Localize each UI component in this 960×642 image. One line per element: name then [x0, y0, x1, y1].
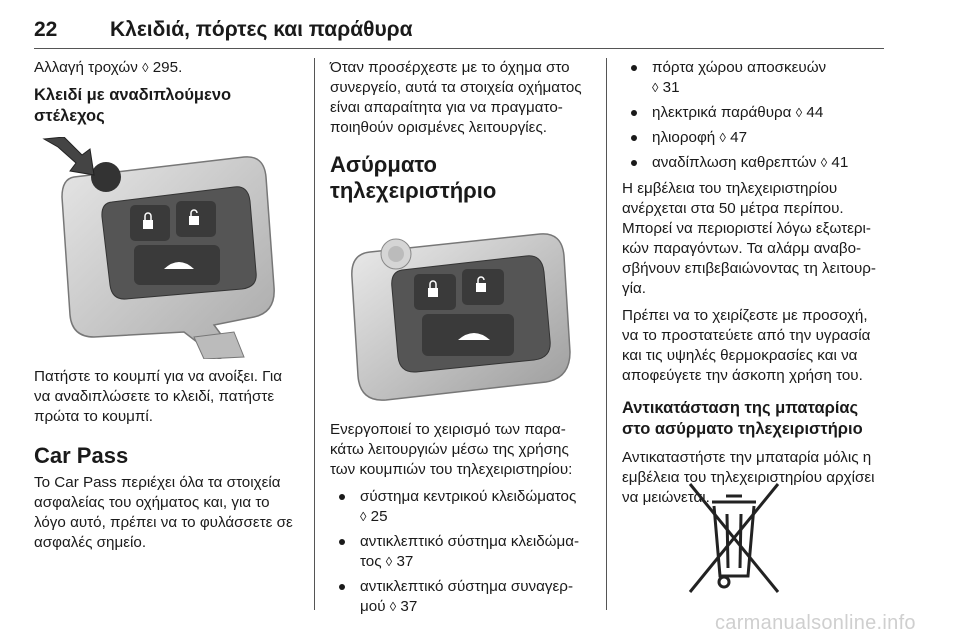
range-text: Η εμβέλεια του τηλεχειριστηρίου ανέρχεται στα 50 μέτρα περίπου. Μπορεί να περιοριστεί λόγω εξωτερι-κών παραγόντων. Τα αλάρμ αναβο-σβήνουν επιβεβαιώνοντας τη λειτουρ-γία. [622, 180, 876, 297]
page-header [34, 18, 884, 49]
ref-arrow-icon: ◊ [719, 130, 726, 145]
flip-key-heading: Κλειδί με αναδιπλούμενο στέλεχος [34, 86, 232, 125]
remote-caption: Ενεργοποιεί το χειρισμό των παρα-κάτω λειτουργιών μέσω της χρήσης των κουμπιών του τηλεχειριστηρίου: [330, 421, 573, 478]
list-item: πόρτα χώρου αποσκευών ◊ 31 [622, 58, 888, 98]
ref-arrow-icon: ◊ [820, 155, 828, 170]
column-3 [622, 58, 888, 515]
list-item: αντικλεπτικό σύστημα κλειδώμα-τος ◊ 37 [330, 532, 596, 572]
ref-arrow-icon: ◊ [389, 599, 397, 614]
ref-arrow-icon: ◊ [360, 509, 367, 524]
list-item: αντικλεπτικό σύστημα συναγερ-μού ◊ 37 [330, 577, 596, 617]
ref-arrow-icon: ◊ [142, 60, 149, 75]
remote-functions-list-cont [622, 58, 888, 173]
list-item: ηλιοροφή ◊ 47 [622, 128, 888, 148]
remote-functions-list [330, 487, 596, 617]
column-divider [606, 58, 607, 610]
column-1 [34, 58, 298, 560]
battery-text: Αντικαταστήστε την μπαταρία μόλις η εμβέλεια του τηλεχειριστηρίου αρχίσει να μειώνεται. [622, 449, 875, 506]
ref-arrow-icon: ◊ [385, 554, 393, 569]
crossed-out-bin-icon [682, 478, 786, 598]
column-divider [314, 58, 315, 610]
flip-key-caption: Πατήστε το κουμπί για να ανοίξει. Για να αναδιπλώσετε το κλειδί, πατήστε πρώτα το κουμπί. [34, 368, 282, 425]
column-2 [330, 58, 596, 623]
watermark: carmanualsonline.info [715, 612, 916, 634]
remote-title: Ασύρματο τηλεχειριστήριο [330, 152, 497, 203]
car-pass-text: Το Car Pass περιέχει όλα τα στοιχεία ασφαλείας του οχήματος και, για το λόγο αυτό, πρέπει να το φυλάσσετε σε ασφαλές σημείο. [34, 474, 293, 551]
care-text: Πρέπει να το χειρίζεστε με προσοχή, να το προστατεύετε από την υγρασία και τις υψηλές θερμοκρασίες και να αποφεύγετε την άσκοπη χρήση του. [622, 307, 871, 384]
list-item: ηλεκτρικά παράθυρα ◊ 44 [622, 103, 888, 123]
battery-heading: Αντικατάσταση της μπαταρίας στο ασύρματο τηλεχειριστήριο [622, 399, 863, 438]
workshop-text: Όταν προσέρχεστε με το όχημα στο συνεργείο, αυτά τα στοιχεία οχήματος είναι απαραίτητα για να πραγματο-ποιηθούν ορισμένες λειτουργίες. [330, 59, 582, 136]
page-number: 22 [34, 18, 58, 41]
chapter-title: Κλειδιά, πόρτες και παράθυρα [110, 18, 413, 41]
ref-arrow-icon: ◊ [795, 105, 803, 120]
ref-arrow-icon: ◊ [652, 80, 659, 95]
flip-key-illustration [34, 137, 298, 359]
remote-key-illustration [330, 212, 596, 412]
list-item: σύστημα κεντρικού κλειδώματος ◊ 25 [330, 487, 596, 527]
car-pass-title: Car Pass [34, 443, 129, 468]
list-item: αναδίπλωση καθρεπτών ◊ 41 [622, 153, 888, 173]
intro-text: Αλλαγή τροχών ◊ 295. [34, 59, 183, 76]
